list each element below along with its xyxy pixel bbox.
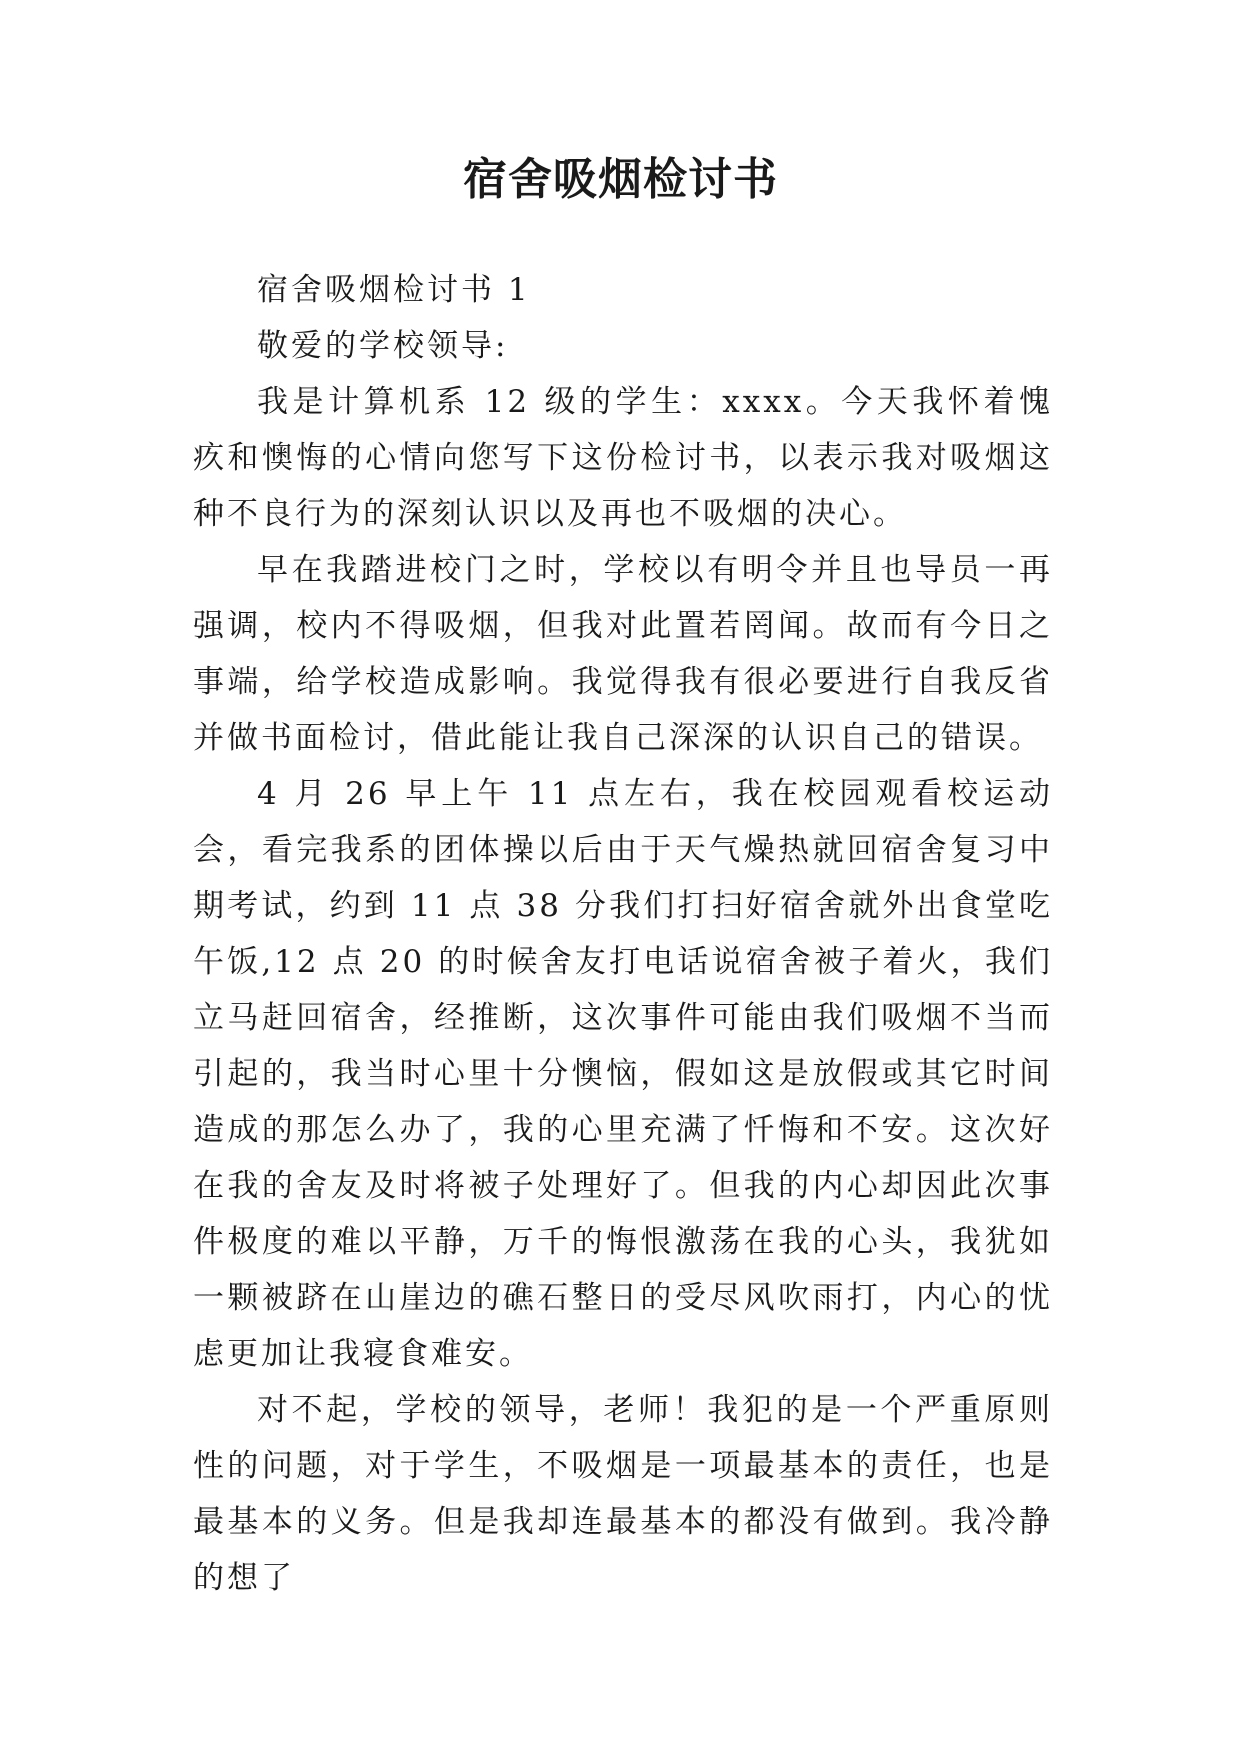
document-body [193,262,1053,1606]
paragraph: 对不起，学校的领导，老师！我犯的是一个严重原则性的问题，对于学生，不吸烟是一项最基本的责任，也是最基本的义务。但是我却连最基本的都没有做到。我冷静的想了 [193,1392,1053,1596]
salutation: 敬爱的学校领导: [257,328,509,364]
paragraph: 我是计算机系 12 级的学生：xxxx。今天我怀着愧疚和懊悔的心情向您写下这份检讨书，以表示我对吸烟这种不良行为的深刻认识以及再也不吸烟的决心。 [193,384,1053,532]
paragraph: 4 月 26 早上午 11 点左右，我在校园观看校运动会，看完我系的团体操以后由于天气燥热就回宿舍复习中期考试，约到 11 点 38 分我们打扫好宿舍就外出食堂吃午饭,12 点 20 的时候舍友打电话说宿舍被子着火，我们立马赶回宿舍，经推断，这次事件可能由我们吸烟不当而引起的，我当时心里十分懊恼，假如这是放假或其它时间造成的那怎么办了，我的心里充满了忏悔和不安。这次好在我的舍友及时将被子处理好了。但我的内心却因此次事件极度的难以平静，万千的悔恨激荡在我的心头，我犹如一颗被跻在山崖边的礁石整日的受尽风吹雨打，内心的忧虑更加让我寝食难安。 [193,776,1053,1372]
document-title: 宿舍吸烟检讨书 [463,154,778,205]
paragraph: 早在我踏进校门之时，学校以有明令并且也导员一再强调，校内不得吸烟，但我对此置若罔闻。故而有今日之事端，给学校造成影响。我觉得我有很必要进行自我反省并做书面检讨，借此能让我自己深深的认识自己的错误。 [193,552,1053,756]
document-subtitle: 宿舍吸烟检讨书 1 [257,272,531,308]
